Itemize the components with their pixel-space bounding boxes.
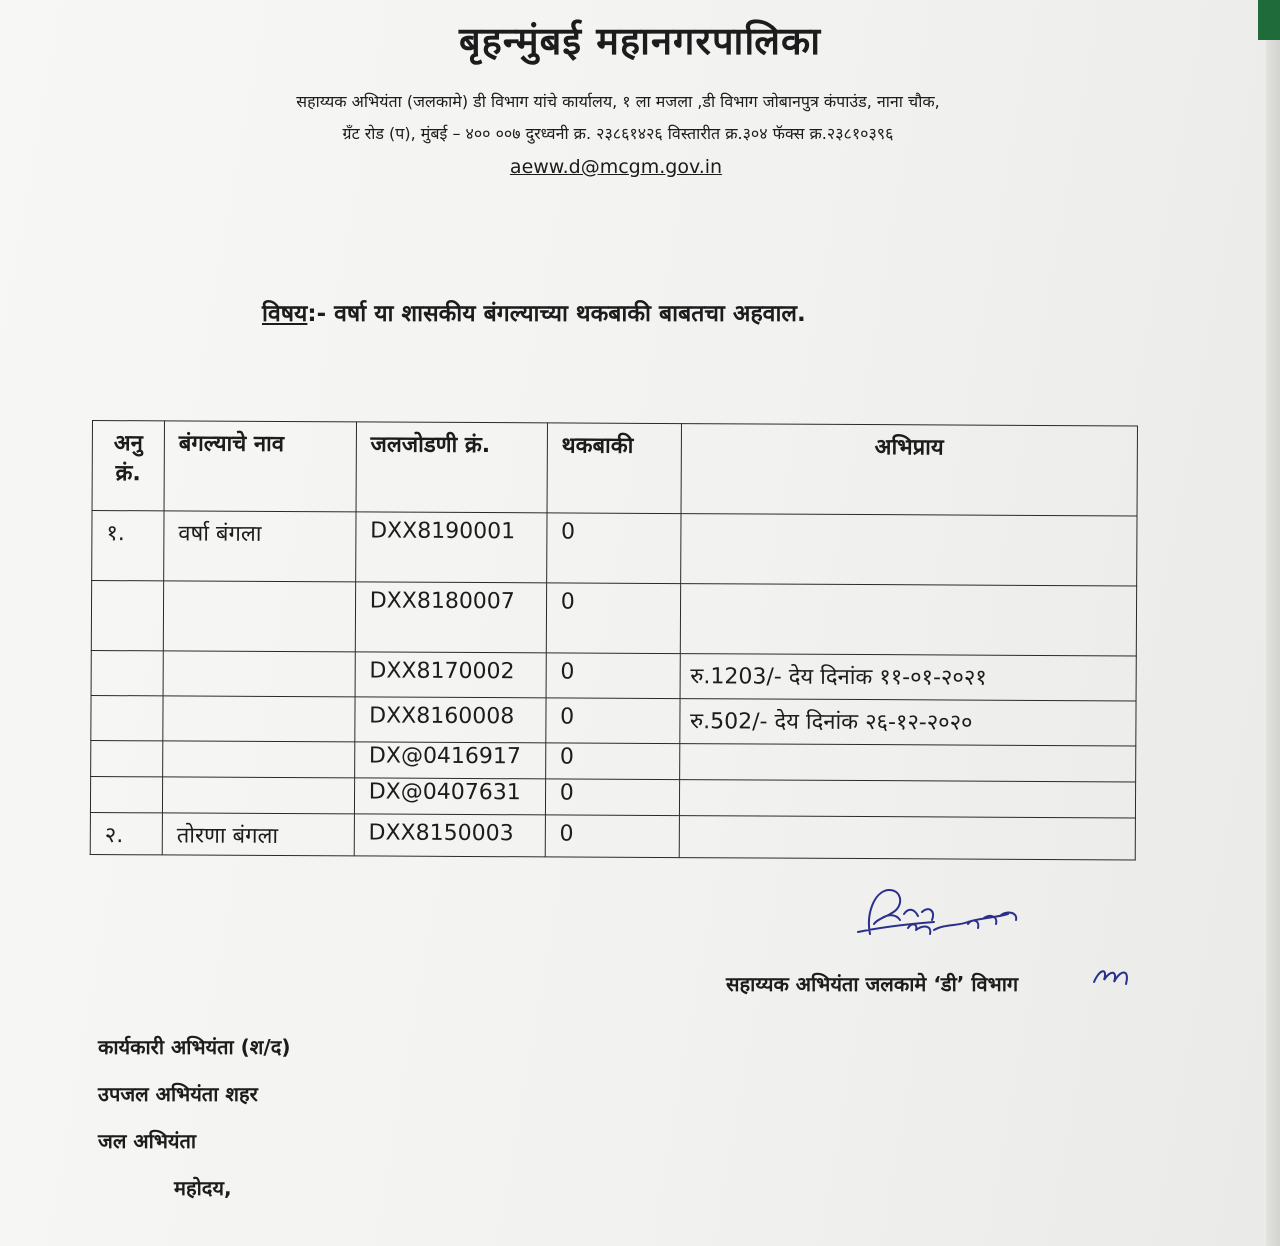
cell-bungalow-name — [163, 741, 355, 778]
cell-bungalow-name: वर्षा बंगला — [164, 511, 356, 582]
header-arrears: थकबाकी — [547, 423, 681, 514]
cell-connection: DXX8190001 — [355, 512, 546, 583]
cell-arrears: 0 — [545, 743, 679, 780]
recipients-block — [98, 1024, 290, 1212]
subject-label: विषय — [262, 301, 308, 327]
address-line-2: ग्रँट रोड (प), मुंबई – ४०० ००७ दुरध्वनी क्र. २३८६१४२६ विस्तारीत क्र.३०४ फॅक्स क्र.२३८१०३९६ — [342, 124, 894, 143]
recipient-hydraulic-engineer: जल अभियंता — [98, 1129, 197, 1153]
cell-connection: DX@0416917 — [354, 742, 545, 779]
cell-remarks — [679, 744, 1136, 782]
header-serial-line2: क्रं. — [115, 461, 141, 487]
table-row — [91, 581, 1136, 656]
handwritten-signature — [848, 884, 1038, 954]
cell-bungalow-name — [163, 651, 355, 697]
cell-remarks — [679, 816, 1136, 860]
arrears-table — [90, 420, 1138, 860]
office-email: aeww.d@mcgm.gov.in — [509, 156, 723, 178]
cell-bungalow-name — [163, 581, 355, 652]
signature-strokes — [858, 890, 1016, 934]
cell-arrears: 0 — [545, 698, 679, 744]
table-row — [91, 740, 1136, 781]
recipient-executive-engineer: कार्यकारी अभियंता (श/द) — [98, 1035, 291, 1059]
address-line-1: सहाय्यक अभियंता (जलकामे) डी विभाग यांचे कार्यालय, १ ला मजला ,डी विभाग जोबानपुत्र कंपाउंड, नाना चौक, — [296, 92, 940, 111]
cell-serial — [91, 581, 163, 651]
cell-remarks — [680, 514, 1137, 586]
cell-serial — [91, 695, 163, 740]
cell-bungalow-name — [162, 777, 354, 814]
cell-connection: DX@0407631 — [354, 778, 545, 815]
cell-arrears: 0 — [546, 513, 680, 584]
cell-serial: २. — [90, 812, 162, 854]
cell-serial: १. — [92, 511, 164, 581]
cell-arrears: 0 — [546, 583, 680, 654]
table-row — [92, 511, 1137, 586]
cell-connection: DXX8170002 — [355, 652, 546, 698]
cell-remarks: रु.502/- देय दिनांक २६-१२-२०२० — [679, 699, 1136, 746]
table-row — [90, 812, 1135, 859]
cell-remarks — [680, 584, 1137, 656]
cell-bungalow-name — [163, 696, 355, 742]
cell-serial — [91, 650, 163, 695]
table-row — [91, 695, 1136, 745]
cell-arrears: 0 — [545, 815, 679, 858]
cell-connection: DXX8160008 — [355, 697, 546, 743]
cell-connection: DXX8150003 — [354, 814, 545, 857]
designation-text: सहाय्यक अभियंता जलकामे ‘डी’ विभाग — [726, 972, 1019, 996]
subject-text: :- वर्षा या शासकीय बंगल्याच्या थकबाकी बाबतचा अहवाल. — [307, 301, 806, 327]
cell-remarks — [679, 780, 1136, 818]
cell-connection: DXX8180007 — [355, 582, 546, 653]
salutation: महोदय, — [174, 1176, 232, 1200]
page-edge-shadow — [1266, 40, 1280, 1246]
cell-bungalow-name: तोरणा बंगला — [162, 813, 354, 856]
header-remarks: अभिप्राय — [681, 424, 1138, 516]
header-serial-line1: अनु — [113, 431, 143, 457]
table-header-row — [92, 421, 1137, 516]
recipient-deputy-hydraulic-engineer: उपजल अभियंता शहर — [98, 1082, 258, 1106]
organization-name: बृहन्मुंबई महानगरपालिका — [458, 19, 822, 63]
cell-remarks: रु.1203/- देय दिनांक ११-०१-२०२१ — [680, 654, 1137, 701]
signatory-designation — [726, 970, 1018, 997]
cell-arrears: 0 — [546, 653, 680, 699]
table-row — [90, 776, 1135, 817]
table-row — [91, 650, 1136, 700]
cell-serial — [90, 776, 162, 812]
header-connection-number: जलजोडणी क्रं. — [356, 422, 547, 513]
header-bungalow-name: बंगल्याचे नाव — [164, 421, 356, 512]
header-serial-number — [92, 421, 164, 511]
cell-serial — [91, 740, 163, 776]
handwritten-initials — [1090, 962, 1136, 988]
subject-line — [262, 296, 806, 328]
cell-arrears: 0 — [545, 779, 679, 816]
